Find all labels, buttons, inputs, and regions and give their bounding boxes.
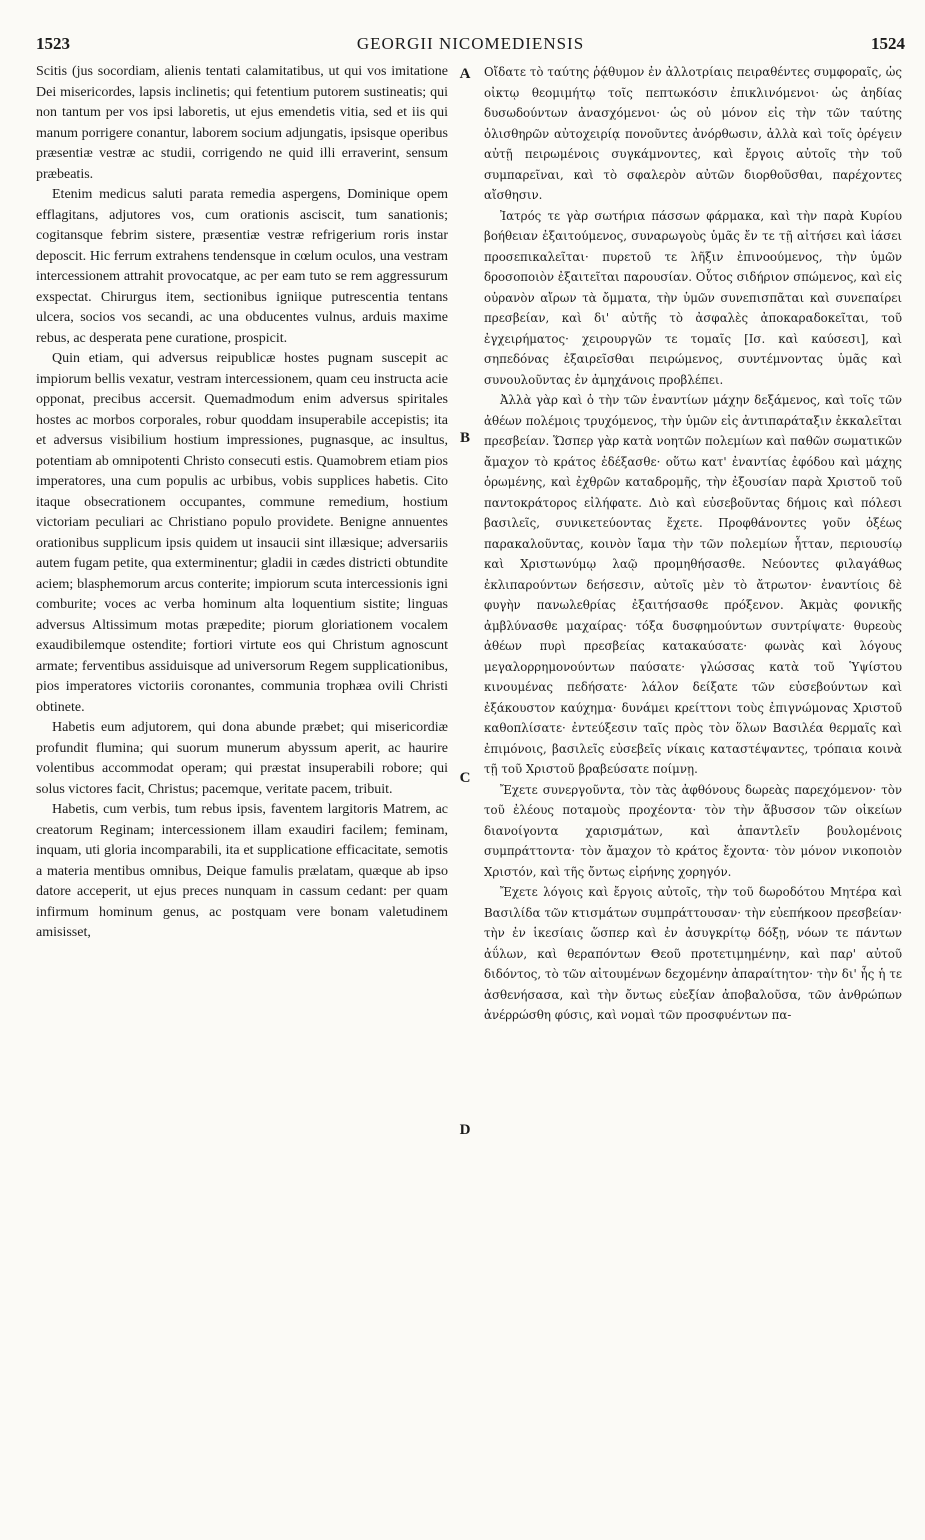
- latin-paragraph: Quin etiam, qui adversus reipublicæ hostes pugnam suscepit ac impiorum bellis vexatur, vestram intercessionem, quam ceu instructa acie opponat, precibus accersit. Quemadmodum enim adversus spiritales hostes ac morbos corporales, robur quoddam insuperabile accepistis; ita et adversus visibilium hostium impressiones, pugnasque, ac insultus, potentiam ab omnipotenti Christo consecuti estis. Quamobrem etiam pios imperatores, una cum populis ac urbibus, vobis supplices habetis. Cito itaque obsecrationem occupantes, commune remedium, hostium victoriam peculiari ac Christiano populo providete. Benigne annuentes orationibus supplicum ipsis quidem ut insaucii sint illæsique; adversariis autem fugam petite, qua exterminentur; gladii in cædes districti obtundite aciem; blasphemorum arcus conterite; impiorum scuta intercessionis igni comburite; voces ac verba hominum alta loquentium sistite; linguas adversus Altissimum motas præpedite; piorum gloriationem vocalem exaudibilemque ostendite; fortiori virtute eos qui Christum agnoscunt armate; ferventibus assiduisque ad universorum Regem supplicationibus, pios imperatores victoriis coronantes, communia trophæa ovili Christi obtinete.: [36, 351, 448, 715]
- greek-paragraph: Ἔχετε λόγοις καὶ ἔργοις αὐτοῖς, τὴν τοῦ δωροδότου Μητέρα καὶ Βασιλίδα τῶν κτισμάτων συμπράττουσαν· τὴν εὐεπήκοον πρεσβείαν· τὴν ἐν ἱκεσίαις ὥσπερ καὶ ἐν ἀσυγκρίτῳ δόξῃ, νόων τε πάντων ἀΰλων, καὶ θεραπόντων Θεοῦ προτετιμημένην, καὶ παρ' αὐτοῦ διδόντος, τὸ τῶν αἰτουμένων δεχομένην ἀπαραίτητον· τὴν δι' ἧς ἡ τε ἀσθενήσασα, καὶ τὴν ὄντως εὐεξίαν ἀποβαλοῦσα, τῶν ἀνθρώπων ἀνέρρώσθη φύσις, καὶ νομαὶ τῶν προσφυέντων πα-: [484, 885, 902, 1022]
- section-marker-c: C: [459, 770, 471, 786]
- greek-paragraph: Ἔχετε συνεργοῦντα, τὸν τὰς ἀφθόνους δωρεὰς παρεχόμενον· τὸν τοῦ ἐλέους ποταμοὺς προχέοντα· τὸν τὴν ἄβυσσον τῶν οἰκείων διανοίγοντα χαρισμάτων, καὶ ἀπαντλεῖν βουλομένοις συμπράττοντα· τὸν ἄμαχον τὸ κράτος ἔχοντα· τὸν μόνον νικοποιὸν Χριστόν, καὶ τῆς ὄντως εἰρήνης χορηγόν.: [484, 782, 902, 879]
- latin-paragraph: Habetis eum adjutorem, qui dona abunde præbet; qui misericordiæ profundit flumina; qui suorum munerum abyssum aperit, ac haurire volentibus accommodat operam; qui præstat insuperabili robore; qui solus victores facit, Christus; pacemque, veritate pacem, tribuit.: [36, 720, 448, 797]
- running-header: [36, 34, 905, 58]
- greek-column: [484, 62, 902, 1026]
- page-number-right: 1524: [871, 34, 905, 53]
- latin-column: [36, 62, 448, 944]
- latin-paragraph: Habetis, cum verbis, tum rebus ipsis, faventem largitoris Matrem, ac creatorum Reginam; intercessionem illam exaudiri facilem; feminam, inquam, uti gloria incomparabili, ita et supplicatione efficacitate, semotis a materia mentibus omnibus, Deique famulis prælatam, quæque ab ipso datore acceperit, ut ejus preces nunquam in cassum cedant: per quam infirmum hominum genus, ac postquam vere bonam valetudinem amisisset,: [36, 802, 448, 940]
- section-marker-d: D: [459, 1122, 471, 1138]
- section-markers: [448, 62, 482, 1502]
- latin-paragraph: Scitis (jus socordiam, alienis tentati calamitatibus, ut qui vos imitatione Dei misericordes, lapsis inclinetis; qui fetentium putorem sustineatis; qui non tantum per vos ipsi laboretis, ut ejus emendetis vitia, sed et iis qui manum porrigere conantur, laborem socium adjungatis, ipsisque operibus præsentiæ vestræ ac studii, corrigendo ne quid illi erraverint, sensum præbeatis.: [36, 64, 448, 182]
- greek-paragraph: Ἀλλὰ γὰρ καὶ ὁ τὴν τῶν ἐναντίων μάχην δεξάμενος, καὶ τοῖς τῶν ἀθέων πολέμοις τρυχόμενος, τὴν ὑμῶν εἰς ἀντιπαράταξιν ἐκκαλεῖται πρεσβείαν. Ὥσπερ γὰρ κατὰ νοητῶν πολεμίων καὶ παθῶν σωματικῶν ἄμαχον τὸ κράτος ἐδέξασθε· οὕτω κατ' ἐναντίας ἐφόδου καὶ μάχης ὁρωμένης, καὶ ἐχθρῶν καταδρομῆς, τὴν ἐξουσίαν παρὰ Χριστοῦ τοῦ παντοκράτορος εἰλήφατε. Διὸ καὶ εὐσεβοῦντας δήμοις καὶ πόλεσι βασιλεῖς, συνικετεύοντας ἔχετε. Προφθάνοντες γοῦν ὀξέως παρακαλοῦντας, κοινὸν ἴαμα τὴν τῶν πολεμίων ἧτταν, περιουσίῳ καὶ Χριστωνύμῳ λαῷ προμηθήσασθε. Νεύοντες φιλαγάθως ἐκλιπαρούντων δεήσεσιν, αὐτοῖς μὲν τὸ ἄτρωτον· ἐναντίοις δὲ φυγὴν πανωλεθρίας ἐξαιτήσασθε πρόξενον. Ἀκμὰς φονικῆς ἀμβλύνασθε μαχαίρας· τόξα δυσφημούντων συντρίψατε· θυρεοὺς ἀθέων πυρὶ πρεσβείας κατακαύσατε· φωνὰς καὶ λόγους μεγαλορρημονούντων παύσατε· γλώσσας κατὰ τοῦ Ὑψίστου κινουμένας πεδήσατε· λάλον δείξατε τῶν εὐσεβούντων καὶ ἐξάκουστον καύχημα· δυνάμει κρείττονι τοὺς ἐπιγνώμονας Χριστοῦ καθοπλίσατε· ἐντεύξεσιν ταῖς πρὸς τὸν ὅλων Βασιλέα θερμαῖς καὶ ἐπιμόνοις, βασιλεῖς εὐσεβεῖς νίκαις καταστέψαντες, τρόπαια κοινὰ τῇ τοῦ Χριστοῦ βραβεύσατε ποίμνῃ.: [484, 393, 902, 776]
- section-marker-b: B: [459, 430, 470, 446]
- running-title: GEORGII NICOMEDIENSIS: [356, 34, 585, 53]
- page-number-left: 1523: [36, 34, 70, 53]
- section-marker-a: A: [459, 66, 471, 82]
- greek-paragraph: Ἰατρός τε γὰρ σωτήρια πάσσων φάρμακα, καὶ τὴν παρὰ Κυρίου βοήθειαν ἐξαιτούμενος, συναρωγοὺς ὑμᾶς ἔν τε τῇ αἰτήσει καὶ ἰάσει προσεπικαλεῖται· πυρετοῦ τε λῆξιν ἐπινοούμενος, τὴν ὑμῶν δροσοποιὸν ἐξαιτεῖται παρουσίαν. Οὗτος σιδήριον σπώμενος, καὶ εἰς οὐρανὸν αἴρων τὰ ὄμματα, τὴν ὑμῶν συνεπισπᾶται καὶ συνεπαίρει πρεσβείαν, καὶ δι' αὐτῆς τὸ ἀσφαλὲς ἀποκαραδοκεῖται, τοῦ ἐγχειρήματος· χειρουργῶν τε τομαῖς [Ισ. καὶ καύσεσι], καὶ σηπεδόνας ἐξαιρεῖσθαι πειρώμενος, συντέμνοντας ὑμᾶς καὶ συνουλοῦντας ἐν ἀμηχάνοις προβλέπει.: [484, 208, 902, 387]
- greek-paragraph: Οἴδατε τὸ ταύτης ῥᾴθυμον ἐν ἀλλοτρίαις πειραθέντες συμφοραῖς, ὡς οἰκτῳ θεομιμήτῳ τοῖς πεπτωκόσιν ἐπικλινόμενοι· ὡς ἀηδίας δυσωδούντων ἀνασχόμενοι· ὡς οὐ μόνον εἰς τὴν τῶν ταύτης ὀλισθηρῶν αὐτοχειρίᾳ πονοῦντες ἀνόρθωσιν, ἀλλὰ καὶ τοῖς ὀρέγειν αὐτῇ πειρωμένοις συγκάμνοντες, καὶ ἔργοις αὐτοῖς τὴν τοῦ συμπαρεῖναι, καὶ τὸ σφαλερὸν αὐτῶν διορθοῦσθαι, παρέχοντες αἴσθησιν.: [484, 65, 902, 202]
- latin-paragraph: Etenim medicus saluti parata remedia aspergens, Dominique opem efflagitans, adjutores vos, cum orationis asciscit, tum sanationis; cogitansque febrim sistere, præsentiæ vestræ refrigerium roris instar deposcit. Hic ferrum extrahens tendensque in cœlum oculos, una vestram intercessionem attrahit provocatque, ac per eam tuto se rem aggressurum exspectat. Chirurgus item, sectionibus igniique putrescentia tentans ulcera, socios vos secandi, ac una obducentes vulnus, arduis maxime rebus, ac desperata pene curatione, prospicit.: [36, 187, 448, 346]
